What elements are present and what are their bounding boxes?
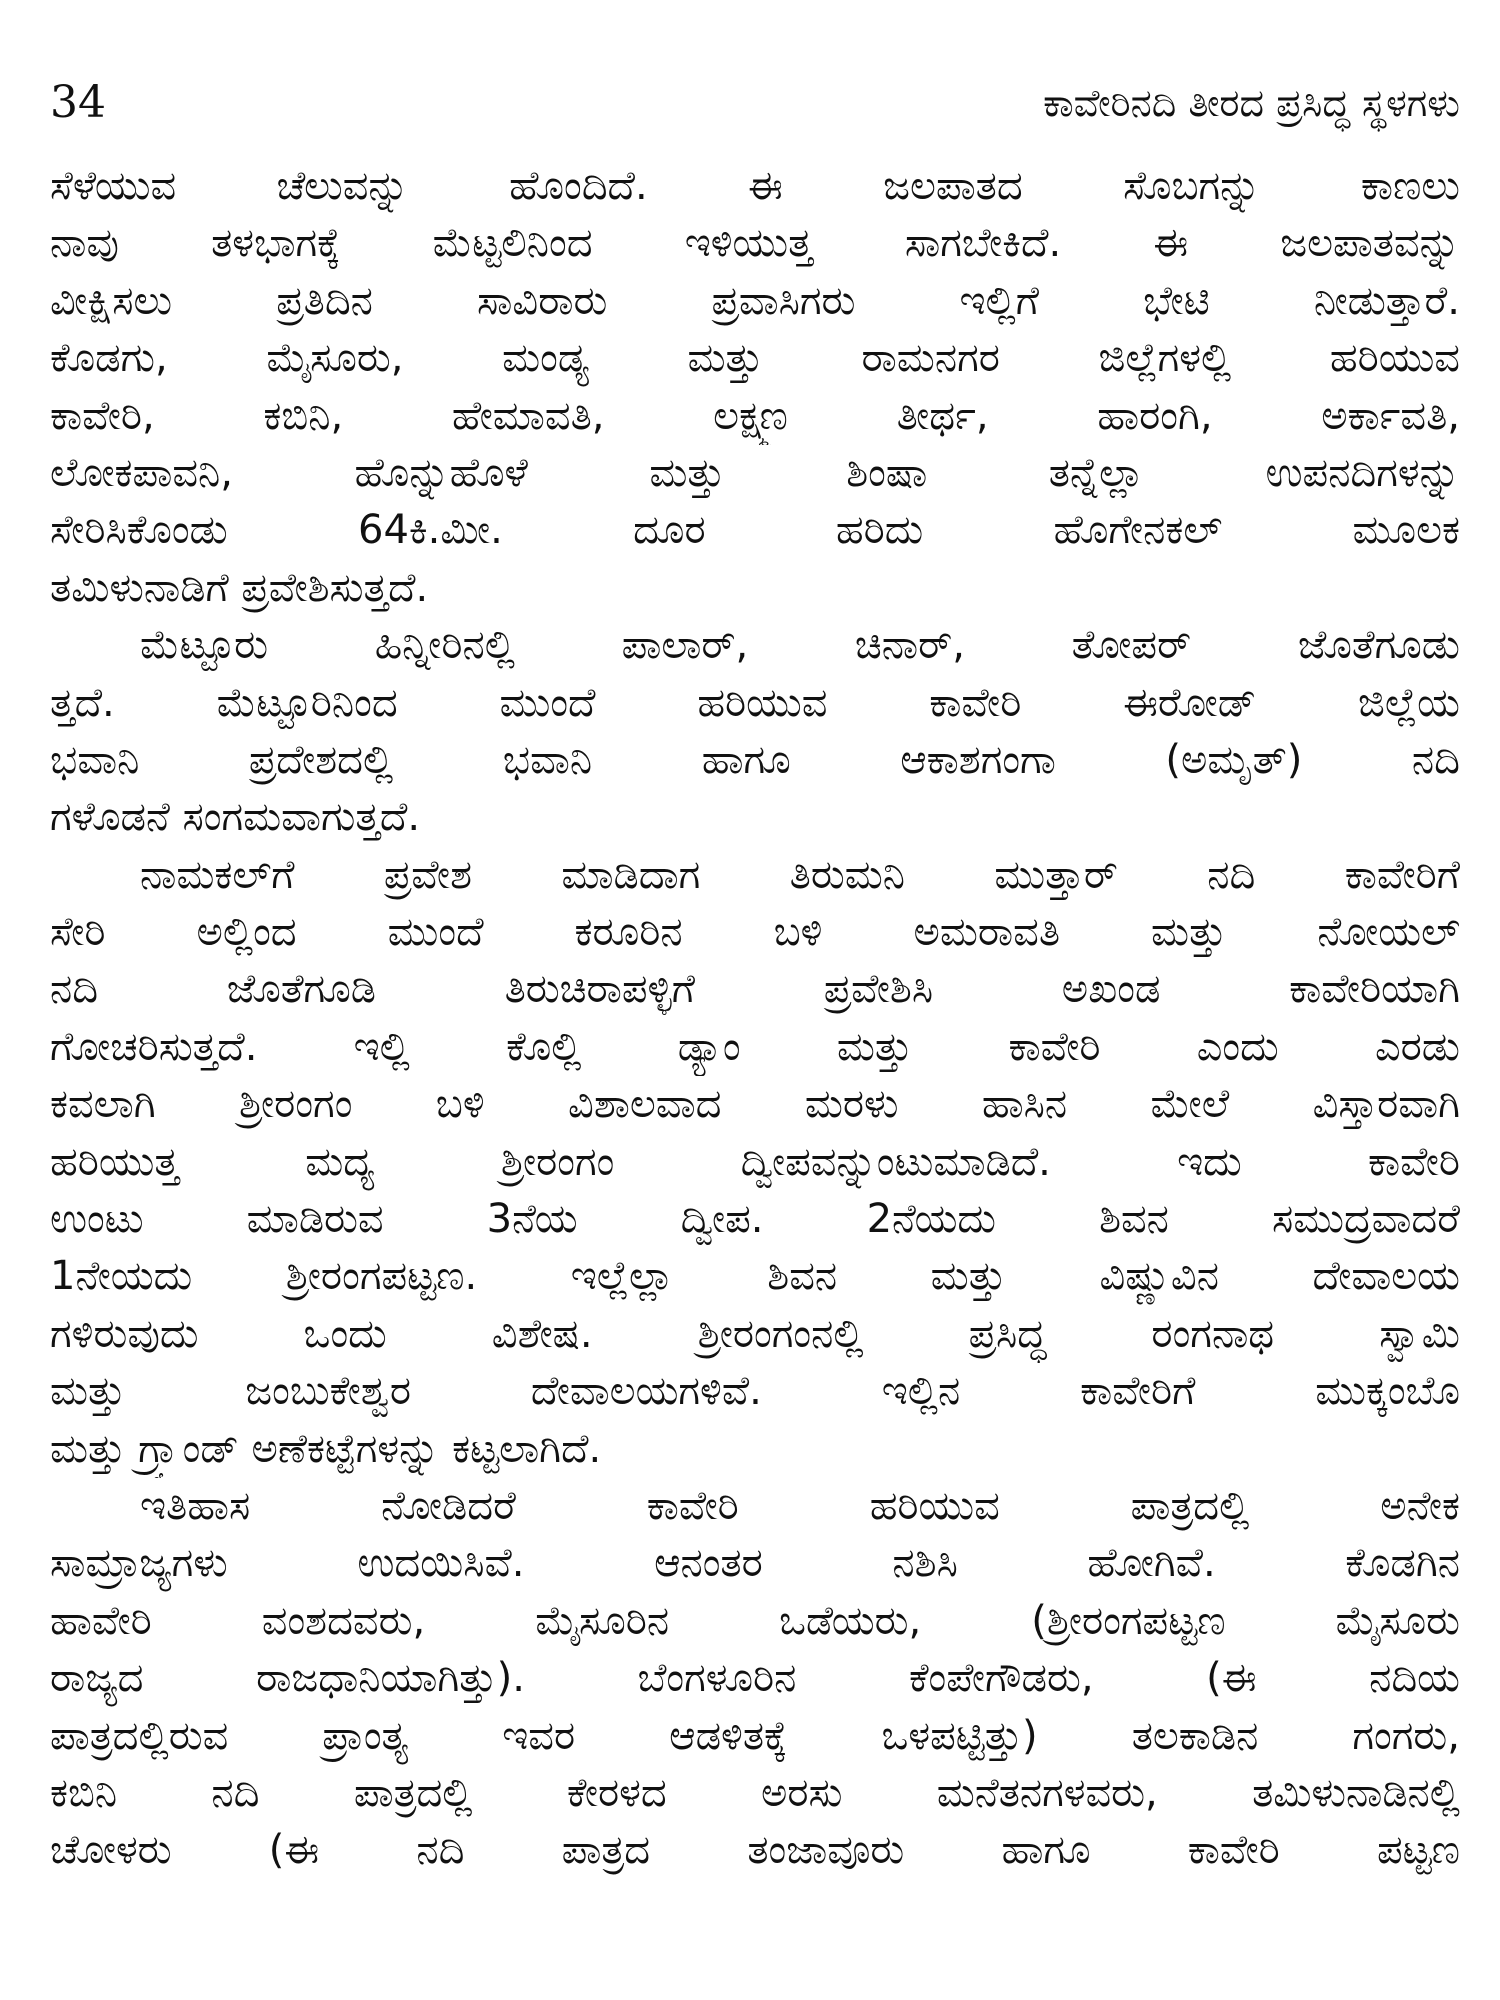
text-line: ವೀಕ್ಷಿಸಲು ಪ್ರತಿದಿನ ಸಾವಿರಾರು ಪ್ರವಾಸಿಗರು ಇಲ್ಲಿಗೆ ಭೇಟಿ ನೀಡುತ್ತಾರೆ.: [50, 277, 1460, 324]
text-line: ಉಂಟು ಮಾಡಿರುವ 3ನೆಯ ದ್ವೀಪ. 2ನೆಯದು ಶಿವನ ಸಮುದ್ರವಾದರೆ: [50, 1196, 1460, 1243]
page-header: [50, 60, 1460, 140]
text-line: ಸೆಳೆಯುವ ಚೆಲುವನ್ನು ಹೊಂದಿದೆ. ಈ ಜಲಪಾತದ ಸೊಬಗನ್ನು ಕಾಣಲು: [50, 163, 1460, 209]
body-text: [50, 158, 1460, 1880]
text-line: ಸೇರಿ ಅಲ್ಲಿಂದ ಮುಂದೆ ಕರೂರಿನ ಬಳಿ ಅಮರಾವತಿ ಮತ್ತು ನೋಯಲ್: [50, 909, 1460, 956]
text-line: ಸೇರಿಸಿಕೊಂಡು 64ಕಿ.ಮೀ. ದೂರ ಹರಿದು ಹೊಗೇನಕಲ್ ಮೂಲಕ: [50, 507, 1460, 554]
text-line: ಪಾತ್ರದಲ್ಲಿರುವ ಪ್ರಾಂತ್ಯ ಇವರ ಆಡಳಿತಕ್ಕೆ ಒಳಪಟ್ಟಿತ್ತು) ತಲಕಾಡಿನ ಗಂಗರು,: [50, 1712, 1460, 1759]
text-line: ತ್ತದೆ. ಮೆಟ್ಟೂರಿನಿಂದ ಮುಂದೆ ಹರಿಯುವ ಕಾವೇರಿ ಈರೋಡ್ ಜಿಲ್ಲೆಯ: [50, 679, 1460, 726]
text-line: ಗಳಿರುವುದು ಒಂದು ವಿಶೇಷ. ಶ್ರೀರಂಗಂನಲ್ಲಿ ಪ್ರಸಿದ್ಧ ರಂಗನಾಥ ಸ್ವಾಮಿ: [50, 1310, 1460, 1357]
text-line: 1ನೇಯದು ಶ್ರೀರಂಗಪಟ್ಟಣ. ಇಲ್ಲೆಲ್ಲಾ ಶಿವನ ಮತ್ತು ವಿಷ್ಣುವಿನ ದೇವಾಲಯ: [50, 1253, 1460, 1300]
text-line: ಹರಿಯುತ್ತ ಮದ್ಯ ಶ್ರೀರಂಗಂ ದ್ವೀಪವನ್ನುಂಟುಮಾಡಿದೆ. ಇದು ಕಾವೇರಿ: [50, 1138, 1460, 1185]
text-line: ಮೆಟ್ಟೂರು ಹಿನ್ನೀರಿನಲ್ಲಿ ಪಾಲಾರ್, ಚಿನಾರ್, ತೋಪರ್ ಜೊತೆಗೂಡು: [140, 622, 1460, 669]
text-line: ಚೋಳರು (ಈ ನದಿ ಪಾತ್ರದ ತಂಜಾವೂರು ಹಾಗೂ ಕಾವೇರಿ ಪಟ್ಟಣ: [50, 1827, 1460, 1874]
text-line: ಭವಾನಿ ಪ್ರದೇಶದಲ್ಲಿ ಭವಾನಿ ಹಾಗೂ ಆಕಾಶಗಂಗಾ (ಅಮೃತ್) ನದಿ: [50, 736, 1460, 783]
text-line: ನದಿ ಜೊತೆಗೂಡಿ ತಿರುಚಿರಾಪಳ್ಳಿಗೆ ಪ್ರವೇಶಿಸಿ ಅಖಂಡ ಕಾವೇರಿಯಾಗಿ: [50, 966, 1460, 1013]
text-line: ಸಾಮ್ರಾಜ್ಯಗಳು ಉದಯಿಸಿವೆ. ಆನಂತರ ನಶಿಸಿ ಹೋಗಿವೆ. ಕೊಡಗಿನ: [50, 1540, 1460, 1587]
text-line: ನಾವು ತಳಭಾಗಕ್ಕೆ ಮೆಟ್ಟಲಿನಿಂದ ಇಳಿಯುತ್ತ ಸಾಗಬೇಕಿದೆ. ಈ ಜಲಪಾತವನ್ನು: [50, 220, 1460, 267]
text-line: ರಾಜ್ಯದ ರಾಜಧಾನಿಯಾಗಿತ್ತು). ಬೆಂಗಳೂರಿನ ಕೆಂಪೇಗೌಡರು, (ಈ ನದಿಯ: [50, 1655, 1460, 1702]
text-line: ಕೊಡಗು, ಮೈಸೂರು, ಮಂಡ್ಯ ಮತ್ತು ರಾಮನಗರ ಜಿಲ್ಲೆಗಳಲ್ಲಿ ಹರಿಯುವ: [50, 335, 1460, 382]
page-number: 34: [50, 77, 106, 128]
text-line: ಕಾವೇರಿ, ಕಬಿನಿ, ಹೇಮಾವತಿ, ಲಕ್ಷ್ಮಣ ತೀರ್ಥ, ಹಾರಂಗಿ, ಅರ್ಕಾವತಿ,: [50, 392, 1460, 439]
text-line: ಮತ್ತು ಗ್ರ್ಯಾಂಡ್ ಅಣೆಕಟ್ಟೆಗಳನ್ನು ಕಟ್ಟಲಾಗಿದೆ.: [50, 1425, 602, 1472]
text-line: ಗಳೊಡನೆ ಸಂಗಮವಾಗುತ್ತದೆ.: [50, 794, 421, 841]
running-title: ಕಾವೇರಿನದಿ ತೀರದ ಪ್ರಸಿದ್ಧ ಸ್ಥಳಗಳು: [1043, 81, 1460, 125]
text-line: ಇತಿಹಾಸ ನೋಡಿದರೆ ಕಾವೇರಿ ಹರಿಯುವ ಪಾತ್ರದಲ್ಲಿ ಅನೇಕ: [140, 1482, 1460, 1529]
text-line: ತಮಿಳುನಾಡಿಗೆ ಪ್ರವೇಶಿಸುತ್ತದೆ.: [50, 564, 429, 611]
text-line: ಹಾವೇರಿ ವಂಶದವರು, ಮೈಸೂರಿನ ಒಡೆಯರು, (ಶ್ರೀರಂಗಪಟ್ಟಣ ಮೈಸೂರು: [50, 1597, 1460, 1644]
text-line: ಲೋಕಪಾವನಿ, ಹೊನ್ನುಹೊಳೆ ಮತ್ತು ಶಿಂಷಾ ತನ್ನೆಲ್ಲಾ ಉಪನದಿಗಳನ್ನು: [50, 449, 1460, 496]
text-line: ಕವಲಾಗಿ ಶ್ರೀರಂಗಂ ಬಳಿ ವಿಶಾಲವಾದ ಮರಳು ಹಾಸಿನ ಮೇಲೆ ವಿಸ್ತಾರವಾಗಿ: [50, 1081, 1460, 1128]
text-line: ಗೋಚರಿಸುತ್ತದೆ. ಇಲ್ಲಿ ಕೊಲ್ಲಿ ಡ್ಯಾಂ ಮತ್ತು ಕಾವೇರಿ ಎಂದು ಎರಡು: [50, 1023, 1460, 1070]
text-line: ಮತ್ತು ಜಂಬುಕೇಶ್ವರ ದೇವಾಲಯಗಳಿವೆ. ಇಲ್ಲಿನ ಕಾವೇರಿಗೆ ಮುಕ್ಕಂಬೊ: [50, 1368, 1460, 1415]
text-line: ನಾಮಕಲ್‌ಗೆ ಪ್ರವೇಶ ಮಾಡಿದಾಗ ತಿರುಮನಿ ಮುತ್ತಾರ್ ನದಿ ಕಾವೇರಿಗೆ: [140, 851, 1460, 898]
text-line: ಕಬಿನಿ ನದಿ ಪಾತ್ರದಲ್ಲಿ ಕೇರಳದ ಅರಸು ಮನೆತನಗಳವರು, ತಮಿಳುನಾಡಿನಲ್ಲಿ: [50, 1769, 1460, 1816]
